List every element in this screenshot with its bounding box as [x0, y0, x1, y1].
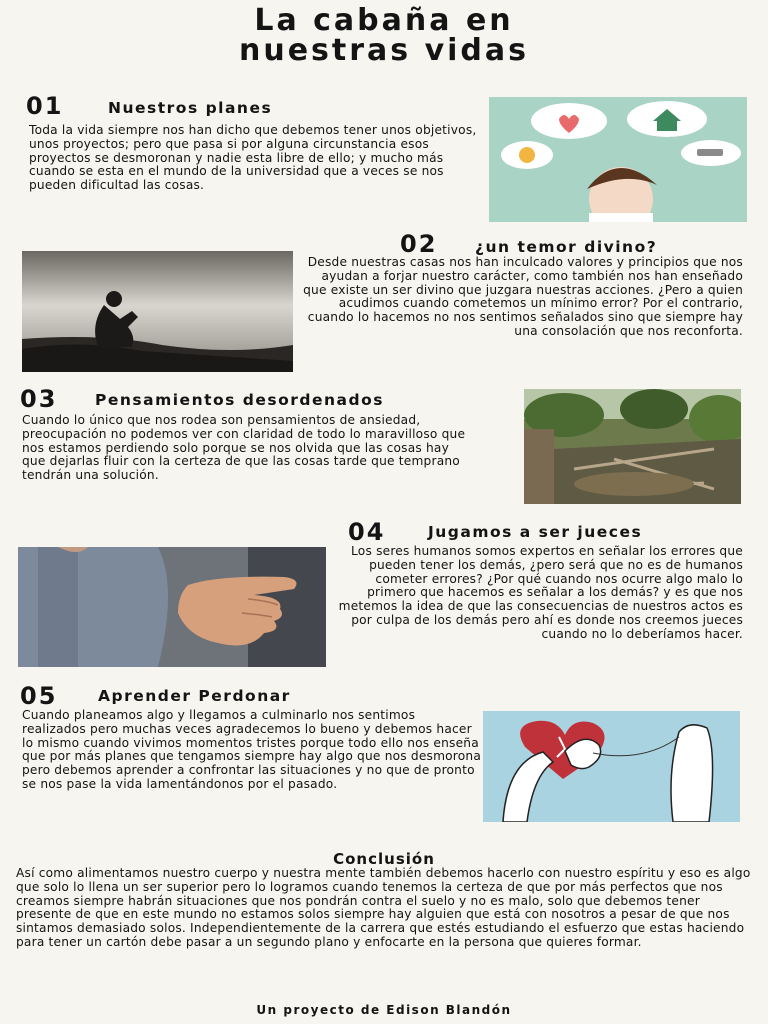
section-05-number: 05 — [20, 682, 58, 710]
section-04-text: Los seres humanos somos expertos en señalar los errores que pueden tener los demás, ¿pero será que no es de humanos cometer errores? ¿Por qué cuando nos ocurre algo malo lo primero que hacemos es señalar a los demás? y es que nos metemos la idea de que las consecuencias de nuestros actos es por culpa de los demás pero ahí es donde nos creemos jueces cuando no lo deberíamos hacer. — [338, 544, 743, 641]
section-04-heading: Jugamos a ser jueces — [428, 523, 643, 541]
page-title-line-2: nuestras vidas — [238, 33, 529, 68]
section-03-heading: Pensamientos desordenados — [95, 391, 384, 409]
section-04-number: 04 — [348, 518, 386, 546]
page-title-line-1: La cabaña en — [254, 3, 514, 38]
conclusion-heading: Conclusión — [333, 850, 435, 868]
section-01-text: Toda la vida siempre nos han dicho que debemos tener unos objetivos, unos proyectos; pero que pasa si por alguna circunstancia esos proyectos se desmoronan y nadie esta libre de ello; y mucho más cuando se esta en el mundo de la universidad que a veces se nos pueden dificultad las cosas. — [29, 123, 477, 193]
mending-heart-illustration — [483, 711, 740, 822]
praying-man-photo — [22, 251, 293, 372]
pointing-hand-photo — [18, 547, 326, 667]
section-01-heading: Nuestros planes — [108, 99, 273, 117]
section-05-heading: Aprender Perdonar — [98, 687, 291, 705]
page-title — [0, 3, 768, 68]
section-03-text: Cuando lo único que nos rodea son pensamientos de ansiedad, preocupación no podemos ver con claridad de todo lo maravilloso que nos estamos perdiendo solo porque se nos olvida que las cosas hay que dejarlas fluir con la certeza de que las cosas tarde que temprano tendrán una solución. — [22, 413, 466, 483]
author-credit: Un proyecto de Edison Blandón — [256, 1003, 512, 1017]
section-02-heading: ¿un temor divino? — [475, 238, 658, 256]
section-03-number: 03 — [20, 385, 58, 413]
section-01-number: 01 — [26, 92, 64, 120]
plans-illustration — [489, 97, 747, 222]
section-02-text: Desde nuestras casas nos han inculcado valores y principios que nos ayudan a forjar nuestro carácter, como también nos han enseñado que existe un ser divino que juzgara nuestras acciones. ¿Pero a quien acudimos cuando cometemos un mínimo error? Por el contrario, cuando lo hacemos no nos sentimos señalados sino que siempre hay una consolación que nos reconforta. — [303, 255, 743, 338]
conclusion-text: Así como alimentamos nuestro cuerpo y nuestra mente también debemos hacerlo con nuestro espíritu y eso es algo que solo lo llena un ser superior pero lo logramos cuando tenemos la certeza de que por más perfectos que nos creamos siempre habrán situaciones que nos pondrán contra el suelo y no es malo, solo que debemos tener presente de que en este mundo no estamos solos siempre hay alguien que está con nosotros a pesar de que nos sintamos demasiado solos. Independientemente de la carrera que estés estudiando el esfuerzo que estas haciendo para tener un cartón debe pasar a un segundo plano y enfocarte en la persona que quieres formar. — [16, 866, 751, 949]
messy-garden-photo — [524, 389, 741, 504]
section-05-text: Cuando planeamos algo y llegamos a culminarlo nos sentimos realizados pero muchas veces agradecemos lo bueno y debemos hacer lo mismo cuando vivimos momentos tristes porque todo ello nos enseña que por más planes que tengamos siempre hay algo que nos desmorona pero debemos aprender a confrontar las situaciones y no que de pronto se nos pase la vida lamentándonos por el pasado. — [22, 708, 482, 791]
section-02-number: 02 — [400, 230, 438, 258]
